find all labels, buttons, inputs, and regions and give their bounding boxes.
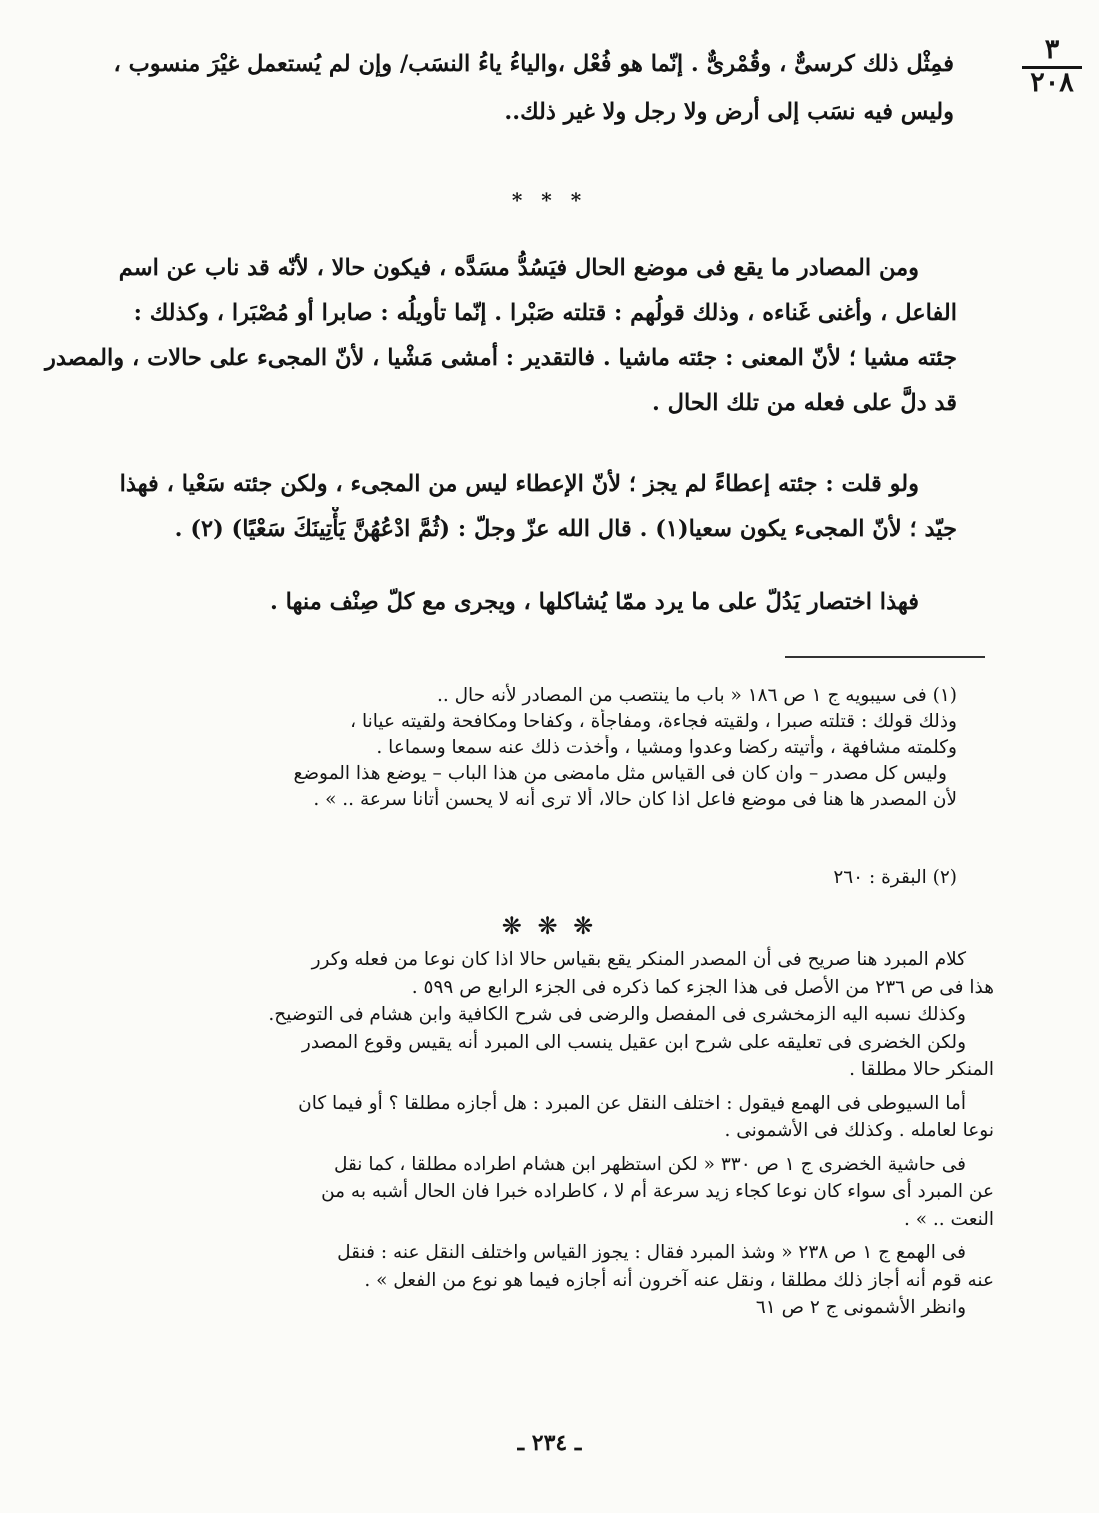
editor-note — [54, 946, 994, 1322]
note-line: ولكن الخضرى فى تعليقه على شرح ابن عقيل ينسب الى المبرد أنه يقيس وقوع المصدر — [301, 1031, 966, 1053]
intro-paragraph — [4, 40, 954, 136]
text-line: فمِثْل ذلك كرسىٌّ ، وقُمْرىٌّ . إنّما هو فُعْل ،والياءُ ياءُ النسَب/ وإن لم يُستعمل غيْرَ منسوب ، — [113, 51, 954, 77]
text-line: الفاعل ، وأغنى غَناءه ، وذلك قولُهم : قتلته صَبْرا . إنّما تأويلُه : صابرا أو مُصْبَرا ، وكذلك : — [133, 300, 957, 326]
note-line: هذا فى ص ٢٣٦ من الأصل فى هذا الجزء كما ذكره فى الجزء الرابع ص ٥٩٩ . — [411, 976, 994, 998]
footnote-line: وليس كل مصدر – وان كان فى القياس مثل مامضى من هذا الباب – يوضع هذا الموضع — [293, 763, 947, 784]
note-line: عن المبرد أى سواء كان نوعا كجاء زيد سرعة أم لا ، كاطراده خبرا فان الحال أشبه به من — [321, 1181, 994, 1202]
footnote-line: (١) فى سيبويه ج ١ ص ١٨٦ « باب ما ينتصب من المصادر لأنه حال .. — [436, 685, 957, 706]
text-line: ولو قلت : جئته إعطاءً لم يجز ؛ لأنّ الإعطاء ليس من المجىء ، ولكن جئته سَعْيا ، فهذا — [119, 471, 919, 497]
note-line: نوعا لعامله . وكذلك فى الأشمونى . — [724, 1120, 994, 1141]
note-line: وكذلك نسبه اليه الزمخشرى فى المفصل والرضى فى شرح الكافية وابن هشام فى التوضيح. — [268, 1004, 966, 1025]
footnote-separator — [785, 656, 985, 658]
text-line: جيّد ؛ لأنّ المجىء يكون سعيا(١) . قال الله عزّ وجلّ : (ثُمَّ ادْعُهُنَّ يَأْتِينَكَ سَعْيًا) (٢) . — [174, 516, 957, 542]
text-line: وليس فيه نسَب إلى أرض ولا رجل ولا غير ذلك.. — [504, 99, 954, 125]
paragraph-2 — [2, 462, 957, 552]
note-line: المنكر حالا مطلقا . — [849, 1059, 994, 1080]
footnote-1 — [77, 683, 957, 813]
margin-ref-top: ٣ — [1044, 34, 1060, 65]
note-line: أما السيوطى فى الهمع فيقول : اختلف النقل عن المبرد : هل أجازه مطلقا ؟ أو فيما كان — [298, 1092, 966, 1114]
margin-page-reference — [1012, 34, 1092, 98]
section-divider-stars: * * * — [511, 188, 588, 212]
text-line: فهذا اختصار يَدُلّ على ما يرد ممّا يُشاكلها ، ويجرى مع كلّ صِنْف منها . — [270, 589, 919, 615]
text-line: قد دلَّ على فعله من تلك الحال . — [651, 390, 957, 416]
note-line: فى حاشية الخضرى ج ١ ص ٣٣٠ « لكن استظهر ابن هشام اطراده مطلقا ، كما نقل — [333, 1153, 966, 1175]
editor-note-divider-stars: ❋ ❋ ❋ — [501, 912, 598, 940]
note-line: وانظر الأشمونى ج ٢ ص ٦١ — [755, 1297, 966, 1318]
note-line: كلام المبرد هنا صريح فى أن المصدر المنكر يقع بقياس حالا اذا كان نوعا من فعله وكرر — [311, 949, 966, 970]
text-line: ومن المصادر ما يقع فى موضع الحال فيَسُدُّ مسَدَّه ، فيكون حالا ، لأنّه قد ناب عن اسم — [118, 255, 919, 281]
footnote-line: وكلمته مشافهة ، وأتيته ركضا وعدوا ومشيا ، وأخذت ذلك عنه سمعا وسماعا . — [376, 737, 957, 758]
margin-ref-bottom: ٢٠٨ — [1030, 67, 1074, 98]
note-line: فى الهمع ج ١ ص ٢٣٨ « وشذ المبرد فقال : يجوز القياس واختلف النقل عنه : فنقل — [337, 1242, 966, 1263]
footnote-line: لأن المصدر ها هنا فى موضع فاعل اذا كان حالا، ألا ترى أنه لا يحسن أتانا سرعة .. » . — [313, 789, 957, 810]
paragraph-1 — [2, 246, 957, 426]
page-number: ـ ٢٣٤ ـ — [517, 1430, 582, 1456]
paragraph-3 — [2, 580, 957, 625]
note-line: النعت .. » . — [903, 1208, 994, 1230]
footnote-2 — [77, 865, 957, 891]
text-line: جئته مشيا ؛ لأنّ المعنى : جئته ماشيا . فالتقدير : أمشى مَشْيا ، لأنّ المجىء على حالات ، والمصدر — [44, 345, 957, 371]
footnote-line: وذلك قولك : قتلته صبرا ، ولقيته فجاءة، ومفاجأة ، وكفاحا ومكافحة ولقيته عيانا ، — [350, 711, 957, 732]
note-line: عنه قوم أنه أجاز ذلك مطلقا ، ونقل عنه آخرون أنه أجازه فيما هو نوع من الفعل » . — [364, 1269, 994, 1291]
footnote-line: (٢) البقرة : ٢٦٠ — [833, 867, 957, 888]
